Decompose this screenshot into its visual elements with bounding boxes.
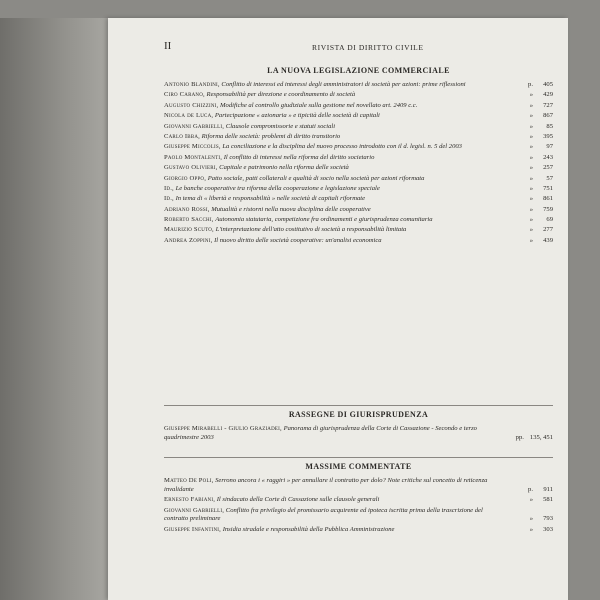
section-title: MASSIME COMMENTATE: [305, 462, 412, 471]
entry-author: Giuseppe Mirabelli - Giulio Graziadei,: [164, 425, 282, 432]
page-number: 69: [546, 216, 553, 224]
entry-page-ref: [519, 133, 553, 142]
entry-author: Paolo Montalenti,: [164, 153, 223, 161]
entry-text: [164, 496, 553, 505]
toc-entry: [164, 216, 553, 225]
book-spine-shadow: [0, 18, 108, 600]
entry-author: Augusto Chizzini,: [164, 101, 219, 109]
entry-title: Conflitto di interessi ed interessi degli amministratori di società per azioni: prime riflessioni: [221, 81, 466, 88]
page-prefix: pp.: [515, 433, 524, 441]
entry-page-ref: [510, 434, 553, 443]
entry-title: Serrono ancora i « raggiri » per annullare il contratto per dolo? Note critiche sul concetto di reticenza invalidante: [164, 477, 488, 493]
entry-title: Modifiche al controllo giudiziale sulla gestione nel novellato art. 2409 c.c.: [220, 101, 418, 109]
page-prefix: »: [529, 496, 533, 504]
entry-title: Clausole compromissorie e statuti sociali: [225, 122, 336, 130]
toc-entry: [164, 112, 553, 121]
entry-author: Carlo Ibba,: [164, 132, 200, 140]
entry-page-ref: [519, 164, 553, 173]
entry-title: Il nuovo diritto delle società cooperative: un'analisi economica: [214, 236, 382, 244]
toc-entry: [164, 143, 553, 152]
entry-author: Giuseppe Miccolis,: [164, 143, 221, 151]
entry-text: [164, 175, 553, 184]
entry-text: [164, 154, 553, 163]
entry-title: Responsabilità per direzione e coordinamento di società: [206, 91, 356, 99]
document-page: [108, 18, 568, 600]
toc-entry: [164, 206, 553, 215]
entry-text: [164, 507, 553, 525]
entry-author: Ciro Carano,: [164, 91, 205, 99]
entry-title: Il sindacato della Corte di Cassazione sulle clausole generali: [216, 496, 380, 504]
entry-text: [164, 206, 553, 215]
entry-title: Conflitto fra privilegio del promissario acquirente ed ipoteca iscritta prima della trascrizione del contratto preliminare: [164, 506, 483, 523]
entry-page-ref: [519, 486, 553, 495]
entry-title: L'interpretazione dell'atto costitutivo di società a responsabilità limitata: [215, 226, 407, 234]
entry-page-ref: [519, 526, 553, 535]
page-prefix: »: [529, 153, 533, 161]
entry-text: [164, 185, 553, 194]
toc-entry: [164, 133, 553, 142]
entry-page-ref: [519, 226, 553, 235]
entry-author: Giovanni Gabrielli,: [164, 122, 225, 130]
page-number: 911: [543, 485, 553, 493]
toc-entry: [164, 81, 553, 90]
entry-text: [164, 477, 553, 495]
entry-text: [164, 143, 553, 152]
page-number: 97: [546, 143, 553, 151]
entry-list: [164, 81, 553, 246]
entry-title: Patto sociale, patti collaterali e qualità di socio nella società per azioni riformata: [207, 174, 425, 182]
section-divider: [164, 457, 553, 458]
entry-page-ref: [519, 216, 553, 225]
entry-author: Giorgio Oppo,: [164, 174, 207, 182]
entry-author: Giovanni Gabrielli,: [164, 506, 225, 514]
page-number: 257: [543, 164, 553, 172]
page-number: 395: [543, 132, 553, 140]
page-number: 727: [543, 101, 553, 109]
page-number: 85: [546, 122, 553, 130]
toc-entry: [164, 507, 553, 525]
toc-entry: [164, 91, 553, 100]
page-number: 243: [543, 153, 553, 161]
page-prefix: »: [529, 205, 533, 213]
entry-title: La conciliazione e la disciplina del nuovo processo introdotto con il d. legisl. n. 5 del 2003: [222, 143, 462, 151]
entry-title: Il conflitto di interessi nella riforma del diritto societario: [223, 153, 375, 161]
page-number: 439: [543, 236, 553, 244]
entry-text: [164, 216, 553, 225]
entry-page-ref: [519, 81, 553, 90]
entry-page-ref: [519, 102, 553, 111]
section-legislazione-commerciale: [164, 66, 553, 247]
entry-author: Andrea Zoppini,: [164, 236, 213, 244]
entry-text: [164, 102, 553, 111]
page-prefix: »: [529, 132, 533, 140]
entry-author: Matteo De Poli,: [164, 477, 214, 484]
page-number: II: [164, 40, 172, 52]
entry-author: Ernesto Fabiani,: [164, 496, 216, 504]
page-number: 793: [543, 515, 553, 523]
toc-entry: [164, 123, 553, 132]
entry-author: Giuseppe Infantini,: [164, 525, 222, 533]
toc-entry: [164, 425, 553, 443]
page-number: 759: [543, 205, 553, 213]
entry-text: [164, 425, 553, 443]
section-title: RASSEGNE DI GIURISPRUDENZA: [288, 410, 429, 419]
entry-title: Capitale e patrimonio nella riforma delle società: [219, 164, 349, 172]
entry-page-ref: [519, 123, 553, 132]
section-divider: [164, 405, 553, 406]
page-prefix: »: [529, 184, 533, 192]
running-header: [164, 40, 558, 54]
page-prefix: »: [529, 174, 533, 182]
entry-author: Maurizio Scuto,: [164, 226, 214, 234]
section-title: LA NUOVA LEGISLAZIONE COMMERCIALE: [267, 66, 450, 75]
entry-title: In tema di « libertà e responsabilità » nelle società di capitali riformate: [175, 195, 366, 203]
page-prefix: »: [529, 236, 533, 244]
entry-text: [164, 123, 553, 132]
entry-author: Adriano Rossi,: [164, 205, 210, 213]
page-prefix: »: [529, 112, 533, 120]
entry-page-ref: [519, 195, 553, 204]
entry-author: Antonio Blandini,: [164, 81, 220, 88]
page-prefix: »: [529, 101, 533, 109]
entry-list: [164, 477, 553, 535]
entry-title: Autonomia statutaria, competizione fra ordinamenti e giurisprudenza comunitaria: [215, 216, 433, 224]
toc-entry: [164, 226, 553, 235]
page-prefix: p.: [528, 81, 533, 88]
entry-page-ref: [519, 237, 553, 246]
toc-entry: [164, 496, 553, 505]
page-number: 57: [546, 174, 553, 182]
entry-author: Id.,: [164, 195, 174, 203]
toc-entry: [164, 185, 553, 194]
entry-text: [164, 164, 553, 173]
page-number: 581: [543, 496, 553, 504]
page-prefix: »: [529, 525, 533, 533]
page-prefix: »: [529, 122, 533, 130]
entry-title: Panorama di giurisprudenza della Corte di Cassazione - Secondo e terzo quadrimestre 2003: [164, 425, 477, 441]
page-prefix: »: [529, 91, 533, 99]
entry-title: Mutualità e ristorni nella nuova disciplina delle cooperative: [211, 205, 371, 213]
page-number: 429: [543, 91, 553, 99]
entry-title: Insidia stradale e responsabilità della Pubblica Amministrazione: [222, 525, 395, 533]
entry-title: Riforma delle società: problemi di diritto transitorio: [201, 132, 341, 140]
toc-entry: [164, 154, 553, 163]
entry-author: Roberto Sacchi,: [164, 216, 214, 224]
entry-text: [164, 526, 553, 535]
journal-title: RIVISTA DI DIRITTO CIVILE: [312, 43, 424, 52]
page-number: 135, 451: [529, 433, 553, 441]
entry-text: [164, 133, 553, 142]
page-number: 303: [543, 525, 553, 533]
page-number: 405: [543, 81, 553, 88]
page-prefix: »: [529, 515, 533, 523]
entry-page-ref: [519, 206, 553, 215]
entry-title: Partecipazione « azionaria » e tipicità delle società di capitali: [214, 112, 380, 120]
entry-page-ref: [519, 515, 553, 524]
entry-page-ref: [519, 154, 553, 163]
entry-author: Id.,: [164, 184, 174, 192]
entry-page-ref: [519, 175, 553, 184]
page-prefix: »: [529, 164, 533, 172]
entry-text: [164, 81, 553, 90]
entry-text: [164, 237, 553, 246]
entry-title: Le banche cooperative tra riforma della cooperazione e legislazione speciale: [175, 184, 380, 192]
toc-entry: [164, 175, 553, 184]
toc-entry: [164, 102, 553, 111]
page-number: 277: [543, 226, 553, 234]
page-prefix: »: [529, 143, 533, 151]
toc-entry: [164, 195, 553, 204]
entry-page-ref: [519, 112, 553, 121]
page-number: 751: [543, 184, 553, 192]
toc-entry: [164, 477, 553, 495]
toc-entry: [164, 526, 553, 535]
entry-author: Nicola de Luca,: [164, 112, 214, 120]
page-number: 861: [543, 195, 553, 203]
section-massime-commentate: [164, 455, 553, 536]
entry-page-ref: [519, 496, 553, 505]
entry-page-ref: [519, 143, 553, 152]
entry-list: [164, 425, 553, 443]
entry-author: Gustavo Olivieri,: [164, 164, 218, 172]
toc-entry: [164, 164, 553, 173]
page-prefix: »: [529, 226, 533, 234]
entry-text: [164, 226, 553, 235]
entry-text: [164, 91, 553, 100]
page-number: 867: [543, 112, 553, 120]
entry-text: [164, 195, 553, 204]
toc-entry: [164, 237, 553, 246]
page-prefix: p.: [528, 485, 533, 493]
entry-page-ref: [519, 185, 553, 194]
page-prefix: »: [529, 195, 533, 203]
section-rassegne-giurisprudenza: [164, 403, 553, 444]
entry-text: [164, 112, 553, 121]
page-prefix: »: [529, 216, 533, 224]
entry-page-ref: [519, 91, 553, 100]
